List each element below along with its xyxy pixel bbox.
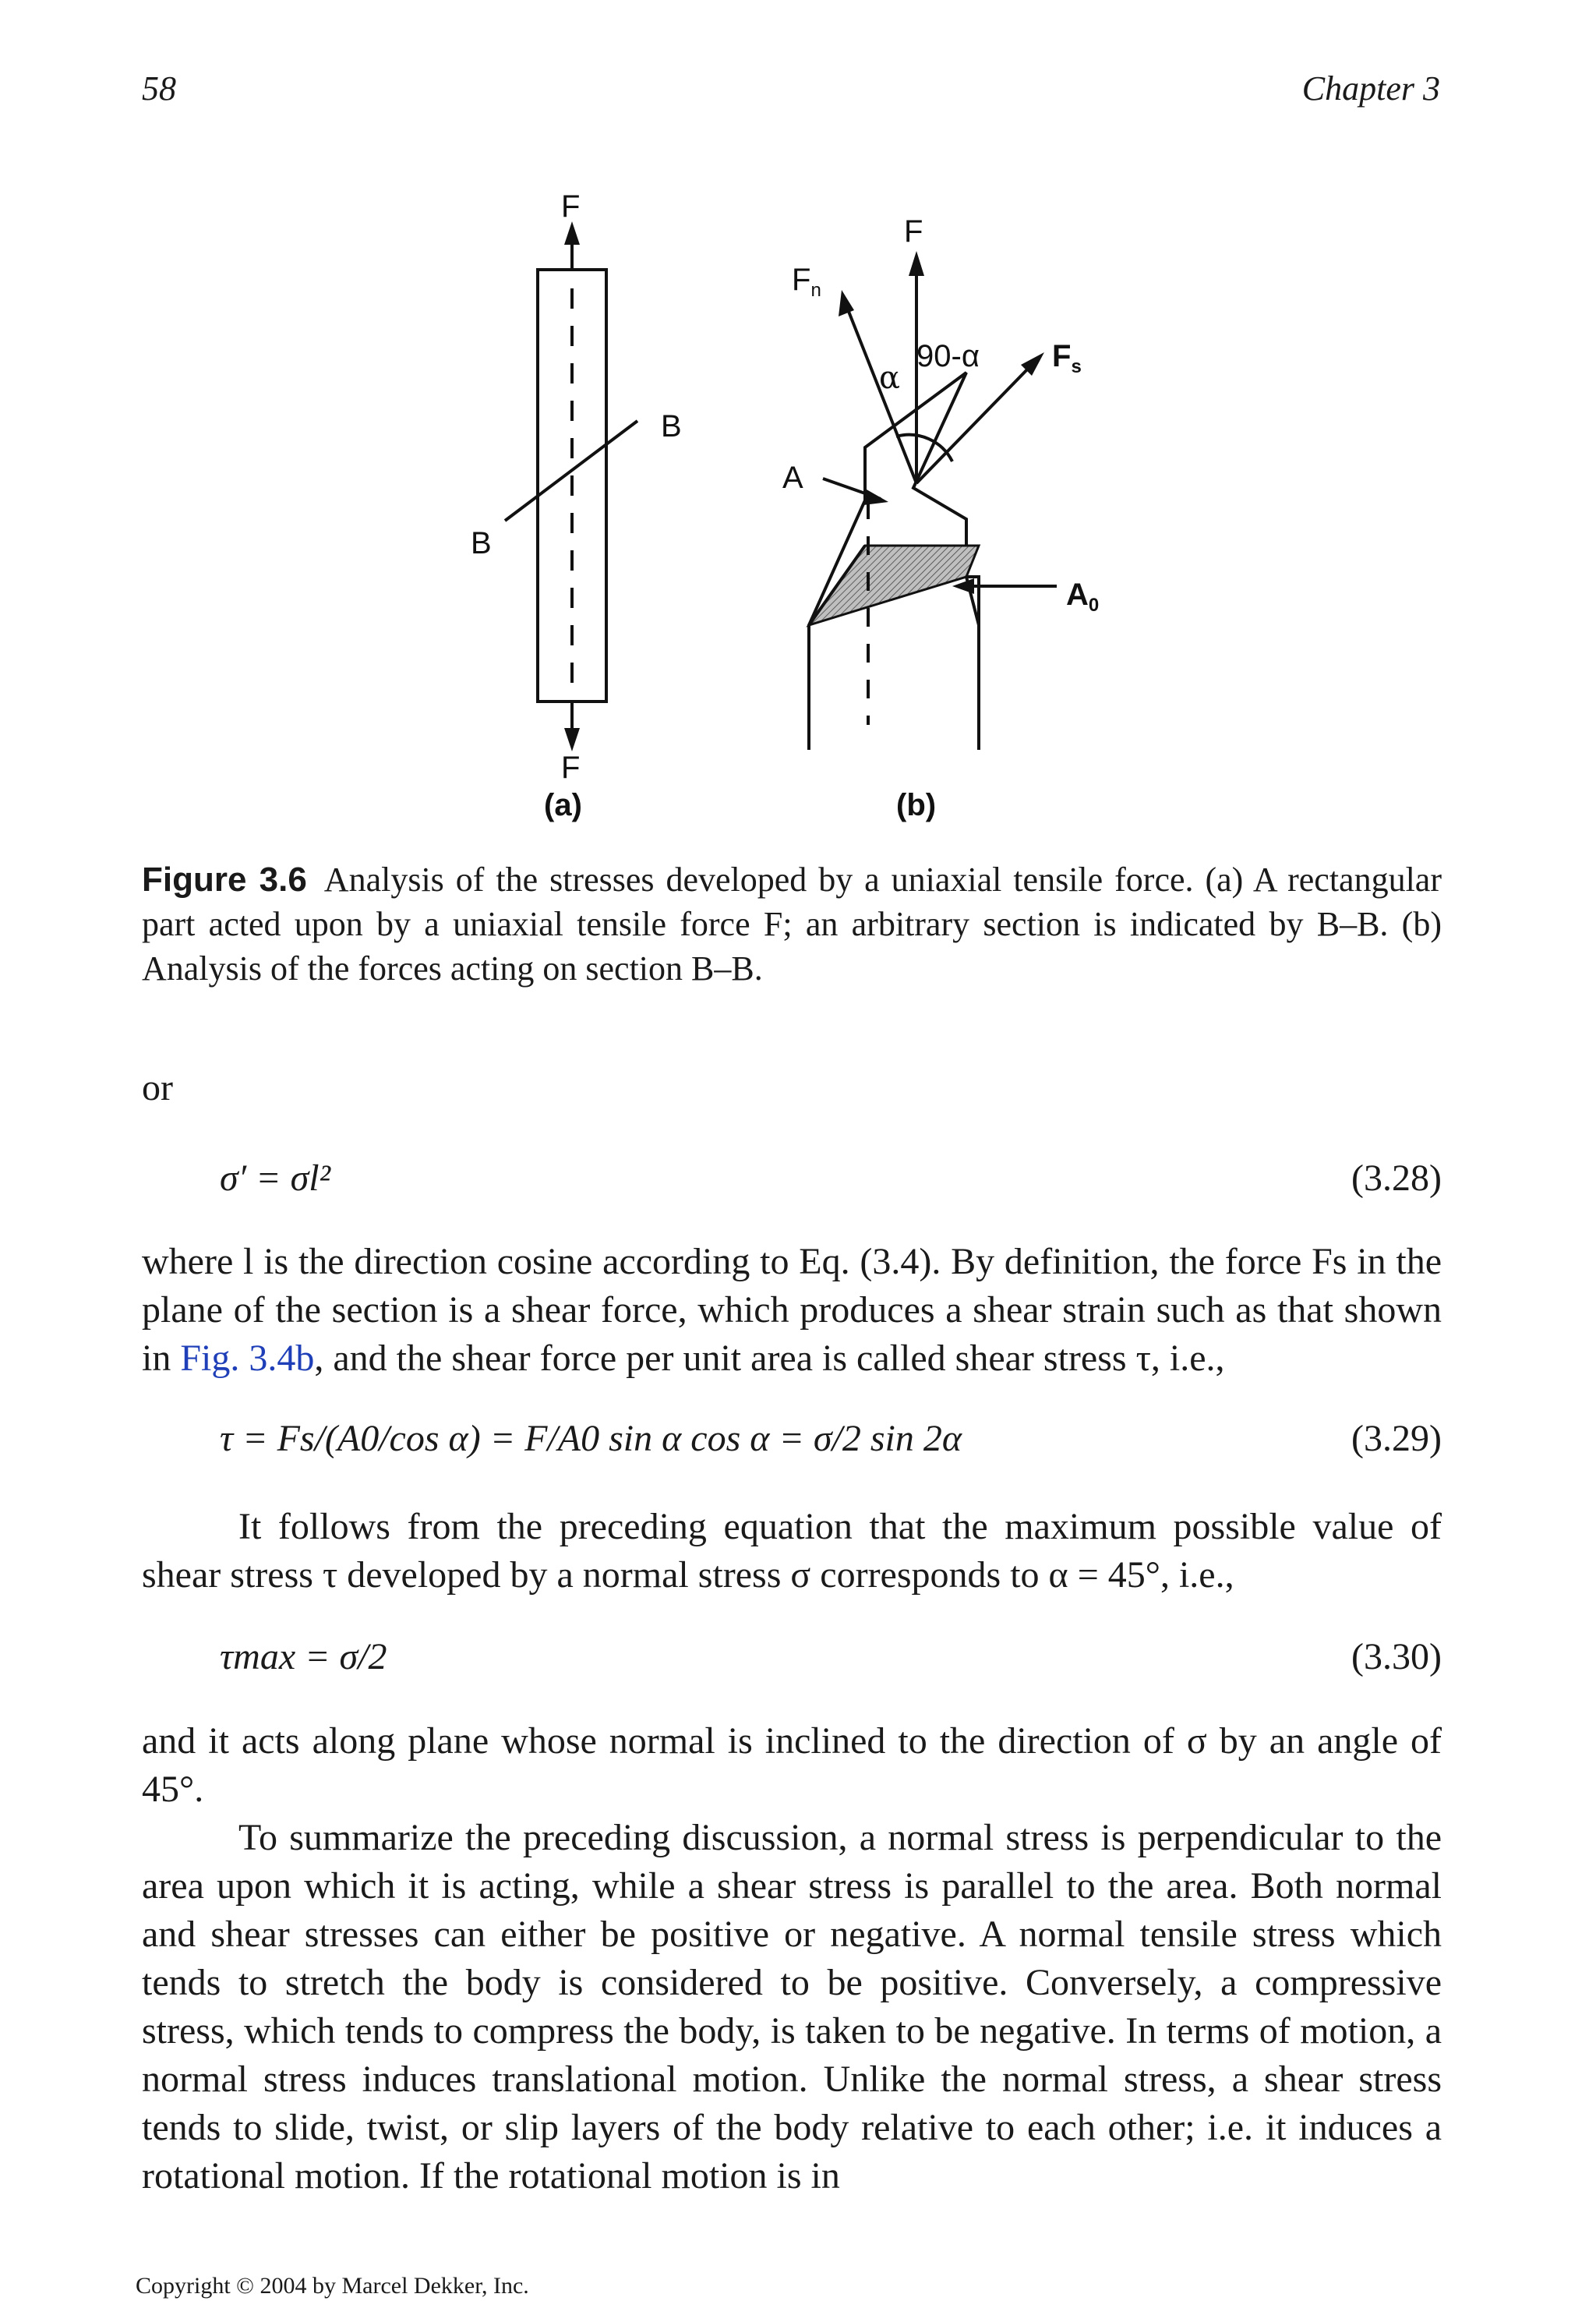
paragraph-acts: and it acts along plane whose normal is inclined to the direction of σ by an angle of 45°. <box>142 1720 1442 1810</box>
label-f-bottom: F <box>561 751 581 785</box>
caption-text: Analysis of the stresses developed by a uniaxial tensile force. (a) A rectangular part acted upon by a uniaxial tensile force F; an arbitrary section is indicated by B–B. (b) Analysis of the forces acting on section B–B. <box>142 861 1442 988</box>
page-number: 58 <box>142 69 176 108</box>
label-fn: $F_n$ <box>792 263 821 301</box>
area-a0 <box>809 546 979 625</box>
equation-3-29 <box>142 1417 1442 1467</box>
paragraph-summary: To summarize the preceding discussion, a normal stress is perpendicular to the area upon which it is acting, while a shear stress is parallel to the area. Both normal and shear stresses can either be positive or negative. A normal tensile stress which tends to stretch the body is considered to be positive. Conversely, a compressive stress, which tends to compress the body, is taken to be negative. In terms of motion, a normal stress induces translational motion. Unlike the normal stress, a shear stress tends to slide, twist, or slip layers of the body relative to each other; i.e. it induces a rotational motion. If the rotational motion is in <box>142 1817 1442 2197</box>
paragraph-or: or <box>142 1067 173 1108</box>
equation-number: (3.28) <box>1351 1157 1442 1199</box>
copyright-notice: Copyright © 2004 by Marcel Dekker, Inc. <box>136 2273 529 2299</box>
figure-link[interactable]: Fig. 3.4b <box>180 1338 315 1379</box>
label-a: A <box>782 461 803 495</box>
equation-expression: τ = Fs/(A0/cos α) = F/A0 sin α cos α = σ/2 sin 2α <box>220 1418 962 1459</box>
label-90-minus-alpha: 90-α <box>916 339 980 373</box>
equation-number: (3.30) <box>1351 1636 1442 1677</box>
paragraph-where: where l is the direction cosine according to Eq. (3.4). By definition, the force Fs in the plane of the section is a shear force, which produces a shear strain such as that shown in Fig. 3.4b, and the shear force per unit area is called shear stress τ, i.e., <box>142 1241 1442 1379</box>
label-a0: $A_0$ <box>1066 578 1100 616</box>
panel-label-a: (a) <box>544 788 582 822</box>
chapter-header: Chapter 3 <box>1301 69 1440 108</box>
force-fs <box>916 366 1030 483</box>
label-b-left: B <box>471 526 492 560</box>
panel-label-b: (b) <box>896 788 937 822</box>
label-alpha: α <box>879 360 901 396</box>
equation-number: (3.29) <box>1351 1418 1442 1459</box>
equation-expression: τmax = σ/2 <box>220 1636 387 1677</box>
equation-3-28 <box>142 1157 1442 1207</box>
caption-label: Figure 3.6 <box>142 861 307 899</box>
equation-3-30 <box>142 1635 1442 1685</box>
figure-caption <box>142 857 1442 991</box>
label-fs: $F_s$ <box>1052 339 1082 377</box>
label-b-right: B <box>661 409 682 444</box>
equation-expression: σ′ = σl² <box>220 1157 330 1199</box>
paragraph-follows: It follows from the preceding equation that the maximum possible value of shear stress τ developed by a normal stress σ corresponds to α = 45°, i.e., <box>142 1506 1442 1596</box>
figure-3-6-diagram <box>436 171 1100 842</box>
section-line-b-b <box>505 421 637 521</box>
label-f-top: F <box>561 189 581 224</box>
label-f-b: F <box>904 214 923 249</box>
